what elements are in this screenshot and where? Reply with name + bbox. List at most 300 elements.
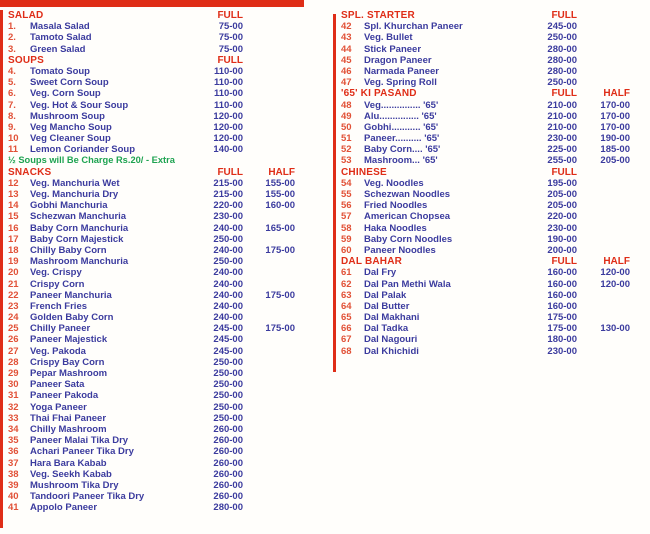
item-price-full: 160-00	[547, 267, 577, 279]
item-price-full: 245-00	[213, 334, 243, 346]
item-name: Dal Nagouri	[364, 334, 418, 346]
item-number: 18	[8, 244, 19, 256]
menu-item-row	[341, 189, 630, 200]
item-number: 44	[341, 43, 352, 55]
item-price-full: 220-00	[213, 200, 243, 212]
item-number: 23	[8, 300, 19, 312]
item-number: 21	[8, 278, 19, 290]
item-price-full: 250-00	[213, 256, 243, 268]
menu-item-row	[8, 491, 295, 502]
menu-item-row	[8, 323, 295, 334]
menu-item-row	[341, 301, 630, 312]
item-price-full: 220-00	[547, 211, 577, 223]
item-price-full: 250-00	[213, 412, 243, 424]
item-name: Crispy Bay Corn	[30, 356, 105, 368]
item-price-full: 240-00	[213, 278, 243, 290]
menu-item-row	[8, 66, 295, 77]
menu-item-row	[8, 301, 295, 312]
section-title: DAL BAHAR	[341, 256, 403, 268]
item-price-full: 250-00	[213, 390, 243, 402]
menu-item-row	[341, 211, 630, 222]
item-name: French Fries	[30, 300, 88, 312]
item-number: 31	[8, 390, 19, 402]
item-price-full: 240-00	[213, 300, 243, 312]
item-price-full: 210-00	[547, 110, 577, 122]
item-name: Veg Mancho Soup	[30, 121, 112, 133]
item-number: 15	[8, 211, 19, 223]
menu-item-row	[8, 44, 295, 55]
item-number: 57	[341, 211, 352, 223]
item-price-half: 170-00	[600, 99, 630, 111]
menu-column-left	[8, 10, 295, 513]
item-price-full: 250-00	[547, 77, 577, 89]
item-name: Lemon Coriander Soup	[30, 144, 136, 156]
item-number: 53	[341, 155, 352, 167]
section-header-row	[341, 10, 630, 21]
item-name: Paneer Sata	[30, 379, 85, 391]
item-price-full: 240-00	[213, 267, 243, 279]
item-price-full: 110-00	[213, 99, 243, 111]
item-price-full: 120-00	[213, 121, 243, 133]
item-number: 9.	[8, 121, 16, 133]
item-price-full: 260-00	[213, 446, 243, 458]
item-price-full: 280-00	[213, 502, 243, 514]
item-name: Paneer Manchuria	[30, 289, 112, 301]
item-price-full: 230-00	[547, 345, 577, 357]
item-number: 60	[341, 244, 352, 256]
item-price-half: 190-00	[600, 133, 630, 145]
full-column-label: FULL	[217, 166, 243, 178]
menu-item-row	[8, 402, 295, 413]
menu-item-row	[341, 245, 630, 256]
menu-item-row	[8, 458, 295, 469]
item-number: 13	[8, 189, 19, 200]
item-price-full: 75-00	[218, 21, 243, 33]
menu-item-row	[8, 211, 295, 222]
item-name: Golden Baby Corn	[30, 312, 114, 324]
item-price-half: 185-00	[600, 144, 630, 156]
full-column-label: FULL	[217, 10, 243, 21]
section-header-row	[341, 167, 630, 178]
item-number: 32	[8, 401, 19, 413]
half-column-label: HALF	[603, 88, 630, 100]
menu-item-row	[8, 122, 295, 133]
menu-item-row	[341, 122, 630, 133]
item-name: Mashroom... '65'	[364, 155, 438, 167]
item-price-full: 260-00	[213, 457, 243, 469]
item-number: 45	[341, 54, 352, 66]
section-title: SPL. STARTER	[341, 10, 415, 21]
item-price-full: 250-00	[213, 233, 243, 245]
item-price-half: 170-00	[600, 110, 630, 122]
item-number: 62	[341, 278, 352, 290]
item-price-full: 215-00	[213, 189, 243, 200]
menu-item-row	[8, 21, 295, 32]
item-number: 48	[341, 99, 352, 111]
menu-item-row	[8, 189, 295, 200]
menu-item-row	[8, 267, 295, 278]
full-column-label: FULL	[551, 10, 577, 21]
item-number: 1.	[8, 21, 16, 33]
item-name: Baby Corn Manchuria	[30, 222, 129, 234]
item-name: Dragon Paneer	[364, 54, 432, 66]
menu-item-row	[341, 32, 630, 43]
menu-item-row	[341, 178, 630, 189]
menu-item-row	[8, 435, 295, 446]
item-name: American Chopsea	[364, 211, 451, 223]
item-name: Mashroom Manchuria	[30, 256, 129, 268]
item-price-full: 250-00	[213, 401, 243, 413]
menu-item-row	[341, 334, 630, 345]
item-price-full: 245-00	[213, 345, 243, 357]
menu-item-row	[341, 155, 630, 166]
menu-item-row	[8, 346, 295, 357]
item-price-full: 200-00	[547, 244, 577, 256]
item-number: 2.	[8, 32, 16, 44]
item-price-full: 190-00	[547, 233, 577, 245]
item-name: Dal Palak	[364, 289, 407, 301]
item-number: 33	[8, 412, 19, 424]
item-name: Baby Corn.... '65'	[364, 144, 441, 156]
menu-item-row	[8, 88, 295, 99]
item-number: 24	[8, 312, 19, 324]
section-header-row	[8, 10, 295, 21]
menu-item-row	[8, 480, 295, 491]
item-name: Gobhi Manchuria	[30, 200, 108, 212]
item-number: 25	[8, 323, 19, 335]
section-title: '65' KI PASAND	[341, 88, 417, 100]
item-number: 29	[8, 368, 19, 379]
section-note-row	[8, 155, 295, 166]
item-number: 67	[341, 334, 352, 346]
note-text: ½ Soups will Be Charge Rs.20/ - Extra	[8, 155, 175, 166]
item-name: Chilly Mashroom	[30, 423, 107, 435]
item-name: Paneer Noodles	[364, 244, 436, 256]
full-column-label: FULL	[551, 256, 577, 268]
item-name: Hara Bara Kabab	[30, 457, 107, 469]
item-number: 5.	[8, 77, 16, 89]
item-price-full: 210-00	[547, 121, 577, 133]
item-number: 66	[341, 323, 352, 335]
item-name: Schezwan Manchuria	[30, 211, 127, 223]
item-price-full: 260-00	[213, 479, 243, 491]
menu-item-row	[341, 133, 630, 144]
item-number: 40	[8, 491, 19, 503]
section-header-row	[8, 55, 295, 66]
menu-item-row	[8, 368, 295, 379]
top-border-bar	[0, 0, 304, 7]
item-number: 8.	[8, 110, 16, 122]
item-number: 4.	[8, 65, 16, 77]
item-price-full: 280-00	[547, 54, 577, 66]
item-price-full: 260-00	[213, 435, 243, 447]
item-name: Tandoori Paneer Tika Dry	[30, 491, 145, 503]
section-header-row	[8, 167, 295, 178]
menu-item-row	[8, 256, 295, 267]
item-price-half: 205-00	[600, 155, 630, 167]
item-name: Mushroom Tika Dry	[30, 479, 119, 491]
item-price-half: 120-00	[600, 267, 630, 279]
item-price-full: 240-00	[213, 289, 243, 301]
left-column-rule	[0, 10, 3, 528]
item-number: 34	[8, 423, 19, 435]
item-number: 68	[341, 345, 352, 357]
item-name: Haka Noodles	[364, 222, 427, 234]
item-name: Baby Corn Majestick	[30, 233, 124, 245]
menu-item-row	[8, 100, 295, 111]
item-name: Veg. Manchuria Dry	[30, 189, 119, 200]
item-price-half: 130-00	[600, 323, 630, 335]
item-price-full: 250-00	[213, 379, 243, 391]
right-column-rule	[333, 14, 336, 372]
item-name: Gobhi........... '65'	[364, 121, 439, 133]
item-price-full: 250-00	[213, 356, 243, 368]
menu-item-row	[341, 77, 630, 88]
menu-item-row	[8, 469, 295, 480]
item-number: 42	[341, 21, 352, 33]
menu-item-row	[8, 290, 295, 301]
menu-item-row	[341, 290, 630, 301]
menu-item-row	[341, 21, 630, 32]
item-number: 43	[341, 32, 352, 44]
item-number: 28	[8, 356, 19, 368]
item-name: Chilly Baby Corn	[30, 244, 107, 256]
item-price-full: 205-00	[547, 200, 577, 212]
item-price-full: 75-00	[218, 32, 243, 44]
item-price-full: 120-00	[213, 133, 243, 145]
item-price-full: 140-00	[213, 144, 243, 156]
section-title: SOUPS	[8, 54, 45, 66]
item-number: 17	[8, 233, 19, 245]
item-number: 56	[341, 200, 352, 212]
menu-item-row	[341, 279, 630, 290]
item-number: 54	[341, 177, 352, 189]
menu-item-row	[341, 323, 630, 334]
full-column-label: FULL	[551, 88, 577, 100]
full-column-label: FULL	[217, 54, 243, 66]
item-name: Green Salad	[30, 43, 86, 55]
section-title: CHINESE	[341, 166, 387, 178]
item-number: 3.	[8, 43, 16, 55]
item-price-full: 280-00	[547, 65, 577, 77]
item-name: Dal Khichidi	[364, 345, 419, 357]
item-price-full: 160-00	[547, 300, 577, 312]
item-number: 37	[8, 457, 19, 469]
item-price-full: 110-00	[213, 65, 243, 77]
item-name: Dal Tadka	[364, 323, 409, 335]
item-price-half: 170-00	[600, 121, 630, 133]
item-name: Dal Fry	[364, 267, 397, 279]
item-price-full: 260-00	[213, 468, 243, 480]
item-price-full: 175-00	[547, 323, 577, 335]
item-number: 6.	[8, 88, 16, 100]
item-number: 65	[341, 312, 352, 324]
item-price-full: 175-00	[547, 312, 577, 324]
item-price-full: 245-00	[213, 323, 243, 335]
menu-item-row	[341, 144, 630, 155]
item-name: Schezwan Noodles	[364, 189, 451, 200]
menu-item-row	[341, 223, 630, 234]
item-name: Crispy Corn	[30, 278, 85, 290]
menu-item-row	[8, 502, 295, 513]
item-name: Tamoto Salad	[30, 32, 92, 44]
item-price-full: 260-00	[213, 423, 243, 435]
menu-item-row	[8, 334, 295, 345]
item-price-full: 280-00	[547, 43, 577, 55]
item-price-full: 255-00	[547, 155, 577, 167]
menu-item-row	[341, 100, 630, 111]
item-price-half: 175-00	[265, 323, 295, 335]
item-price-half: 175-00	[265, 244, 295, 256]
item-name: Appolo Paneer	[30, 502, 98, 514]
item-name: Alu............... '65'	[364, 110, 437, 122]
item-number: 22	[8, 289, 19, 301]
menu-item-row	[8, 390, 295, 401]
item-name: Veg............... '65'	[364, 99, 439, 111]
item-price-full: 110-00	[213, 88, 243, 100]
menu-item-row	[341, 312, 630, 323]
item-price-full: 160-00	[547, 289, 577, 301]
menu-item-row	[341, 234, 630, 245]
item-price-half: 175-00	[265, 289, 295, 301]
item-name: Paneer Malai Tika Dry	[30, 435, 129, 447]
item-number: 14	[8, 200, 19, 212]
menu-item-row	[341, 55, 630, 66]
item-price-half: 155-00	[265, 189, 295, 200]
item-price-full: 250-00	[213, 368, 243, 379]
menu-item-row	[8, 223, 295, 234]
item-name: Masala Salad	[30, 21, 90, 33]
item-number: 7.	[8, 99, 16, 111]
item-price-full: 160-00	[547, 278, 577, 290]
item-name: Veg. Noodles	[364, 177, 424, 189]
menu-item-row	[8, 133, 295, 144]
item-price-full: 240-00	[213, 244, 243, 256]
item-price-full: 260-00	[213, 491, 243, 503]
item-name: Sweet Corn Soup	[30, 77, 109, 89]
item-number: 39	[8, 479, 19, 491]
item-number: 41	[8, 502, 19, 514]
menu-item-row	[8, 245, 295, 256]
item-number: 20	[8, 267, 19, 279]
item-name: Tomato Soup	[30, 65, 90, 77]
menu-item-row	[8, 312, 295, 323]
item-number: 52	[341, 144, 352, 156]
menu-item-row	[8, 413, 295, 424]
item-name: Stick Paneer	[364, 43, 422, 55]
item-number: 11	[8, 144, 19, 156]
section-header-row	[341, 256, 630, 267]
item-number: 36	[8, 446, 19, 458]
item-number: 16	[8, 222, 19, 234]
item-number: 51	[341, 133, 352, 145]
item-number: 27	[8, 345, 19, 357]
item-price-full: 110-00	[213, 77, 243, 89]
item-name: Paneer.......... '65'	[364, 133, 440, 145]
item-price-full: 75-00	[218, 43, 243, 55]
full-column-label: FULL	[551, 166, 577, 178]
item-name: Veg. Pakoda	[30, 345, 86, 357]
item-number: 49	[341, 110, 352, 122]
item-price-full: 240-00	[213, 312, 243, 324]
menu-item-row	[341, 111, 630, 122]
menu-column-right	[341, 10, 630, 357]
item-price-full: 245-00	[547, 21, 577, 33]
section-title: SALAD	[8, 10, 44, 21]
menu-item-row	[341, 66, 630, 77]
item-name: Paneer Pakoda	[30, 390, 99, 402]
section-header-row	[341, 88, 630, 99]
item-price-full: 230-00	[213, 211, 243, 223]
item-name: Dal Makhani	[364, 312, 420, 324]
item-number: 64	[341, 300, 352, 312]
item-price-full: 205-00	[547, 189, 577, 200]
menu-item-row	[8, 144, 295, 155]
item-number: 10	[8, 133, 19, 145]
item-price-full: 250-00	[547, 32, 577, 44]
item-price-half: 160-00	[265, 200, 295, 212]
menu-item-row	[8, 357, 295, 368]
item-name: Veg Cleaner Soup	[30, 133, 111, 145]
item-number: 59	[341, 233, 352, 245]
item-price-full: 225-00	[547, 144, 577, 156]
item-number: 26	[8, 334, 19, 346]
item-number: 38	[8, 468, 19, 480]
item-name: Veg. Manchuria Wet	[30, 177, 120, 189]
item-price-half: 155-00	[265, 177, 295, 189]
item-name: Veg. Spring Roll	[364, 77, 437, 89]
item-number: 50	[341, 121, 352, 133]
item-name: Mushroom Soup	[30, 110, 105, 122]
menu-item-row	[341, 346, 630, 357]
item-number: 35	[8, 435, 19, 447]
item-name: Achari Paneer Tika Dry	[30, 446, 134, 458]
item-name: Veg. Seekh Kabab	[30, 468, 112, 480]
item-price-full: 210-00	[547, 99, 577, 111]
item-name: Pepar Mashroom	[30, 368, 108, 379]
item-price-full: 230-00	[547, 133, 577, 145]
item-name: Dal Butter	[364, 300, 410, 312]
menu-item-row	[8, 111, 295, 122]
menu-item-row	[8, 279, 295, 290]
item-number: 47	[341, 77, 352, 89]
item-number: 63	[341, 289, 352, 301]
section-title: SNACKS	[8, 166, 52, 178]
menu-item-row	[341, 200, 630, 211]
menu-item-row	[8, 77, 295, 88]
item-price-full: 215-00	[213, 177, 243, 189]
item-price-full: 240-00	[213, 222, 243, 234]
item-number: 55	[341, 189, 352, 200]
item-price-full: 120-00	[213, 110, 243, 122]
item-name: Dal Pan Methi Wala	[364, 278, 451, 290]
item-number: 12	[8, 177, 19, 189]
item-number: 58	[341, 222, 352, 234]
item-price-half: 120-00	[600, 278, 630, 290]
item-number: 30	[8, 379, 19, 391]
menu-item-row	[8, 446, 295, 457]
item-price-full: 195-00	[547, 177, 577, 189]
item-name: Baby Corn Noodles	[364, 233, 453, 245]
menu-item-row	[8, 178, 295, 189]
menu-item-row	[341, 267, 630, 278]
item-name: Thai Fhai Paneer	[30, 412, 107, 424]
item-price-full: 180-00	[547, 334, 577, 346]
item-number: 46	[341, 65, 352, 77]
item-name: Veg. Bullet	[364, 32, 413, 44]
menu-item-row	[8, 379, 295, 390]
item-number: 19	[8, 256, 19, 268]
